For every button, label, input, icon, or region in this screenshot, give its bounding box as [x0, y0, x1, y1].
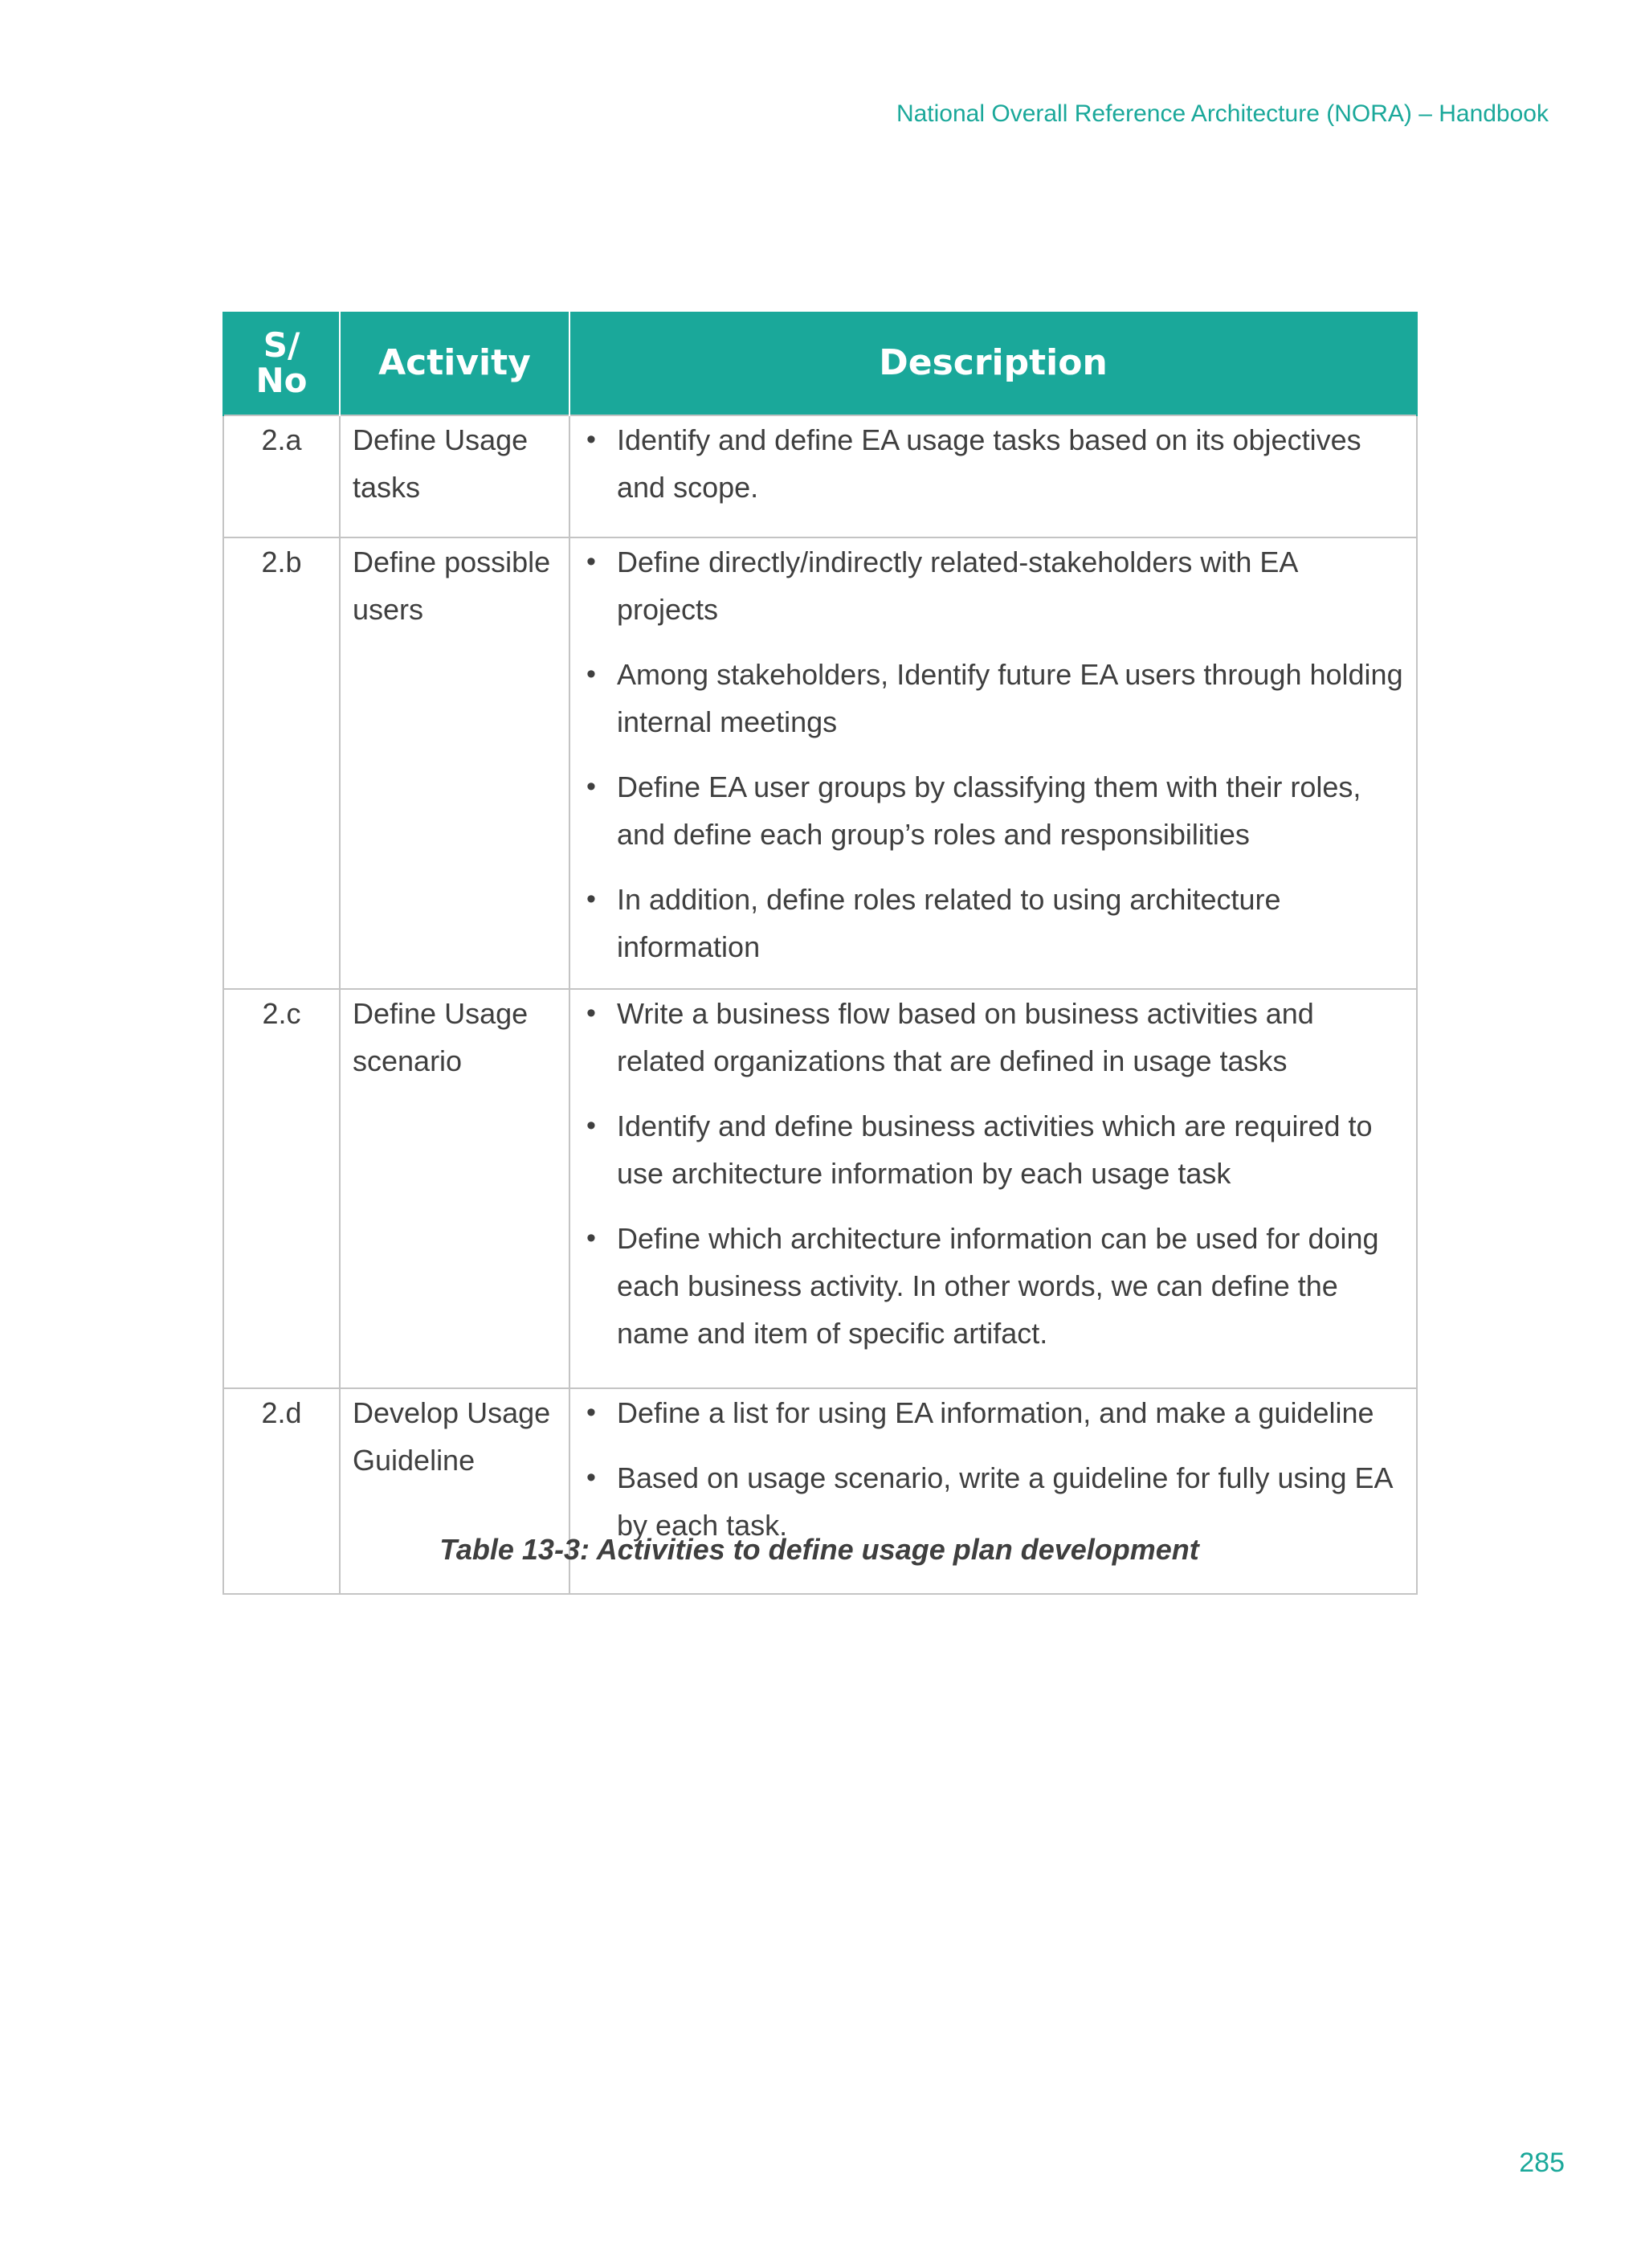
cell-description: [569, 537, 1417, 989]
column-header-activity: Activity: [340, 312, 569, 415]
cell-sno: 2.a: [223, 415, 340, 537]
list-item: • Write a business flow based on business activities and related organizations that are defined in usage tasks: [583, 990, 1405, 1085]
cell-sno: 2.d: [223, 1388, 340, 1594]
list-item: • Define directly/indirectly related-stakeholders with EA projects: [583, 538, 1405, 633]
table-caption: Table 13-3: Activities to define usage plan development: [439, 1533, 1199, 1566]
bullet-icon: •: [586, 546, 596, 577]
cell-sno: 2.b: [223, 537, 340, 989]
list-item: • Identify and define EA usage tasks based on its objectives and scope.: [583, 416, 1405, 511]
cell-activity: Define Usage tasks: [340, 415, 569, 537]
list-item: • Define which architecture information can be used for doing each business activity. In other words, we can define the name and item of specific artifact.: [583, 1215, 1405, 1357]
list-item: • Define a list for using EA information, and make a guideline: [583, 1389, 1405, 1436]
column-header-sno-line1: S/: [263, 325, 300, 365]
description-list: [583, 1389, 1405, 1549]
cell-activity: Define possible users: [340, 537, 569, 989]
list-item: • Identify and define business activities which are required to use architecture information by each usage task: [583, 1102, 1405, 1197]
bullet-icon: •: [586, 424, 596, 455]
page-number: 285: [1519, 2147, 1565, 2178]
column-header-description: Description: [569, 312, 1417, 415]
cell-activity: Define Usage scenario: [340, 989, 569, 1388]
usage-plan-table: [222, 312, 1418, 1595]
list-item: • Define EA user groups by classifying them with their roles, and define each group’s roles and responsibilities: [583, 763, 1405, 858]
table-row: [223, 537, 1417, 989]
bullet-icon: •: [586, 884, 596, 914]
column-header-sno-line2: No: [255, 361, 308, 400]
cell-activity: Develop Usage Guideline: [340, 1388, 569, 1594]
list-item: • Among stakeholders, Identify future EA users through holding internal meetings: [583, 651, 1405, 746]
list-item: • In addition, define roles related to using architecture information: [583, 876, 1405, 971]
bullet-icon: •: [586, 1462, 596, 1493]
cell-sno: 2.c: [223, 989, 340, 1388]
bullet-icon: •: [586, 998, 596, 1028]
table-row: [223, 989, 1417, 1388]
bullet-icon: •: [586, 1397, 596, 1428]
table-row: [223, 415, 1417, 537]
running-header: National Overall Reference Architecture (NORA) – Handbook: [896, 100, 1549, 127]
cell-description: [569, 989, 1417, 1388]
description-list: [583, 538, 1405, 971]
column-header-sno: [223, 312, 340, 415]
table-header-row: [223, 312, 1417, 415]
description-list: [583, 416, 1405, 511]
usage-plan-table-container: [222, 312, 1416, 1595]
description-list: [583, 990, 1405, 1357]
bullet-icon: •: [586, 1110, 596, 1141]
bullet-icon: •: [586, 659, 596, 689]
list-item: • Based on usage scenario, write a guideline for fully using EA by each task.: [583, 1454, 1405, 1549]
bullet-icon: •: [586, 1223, 596, 1253]
cell-description: [569, 415, 1417, 537]
bullet-icon: •: [586, 771, 596, 802]
